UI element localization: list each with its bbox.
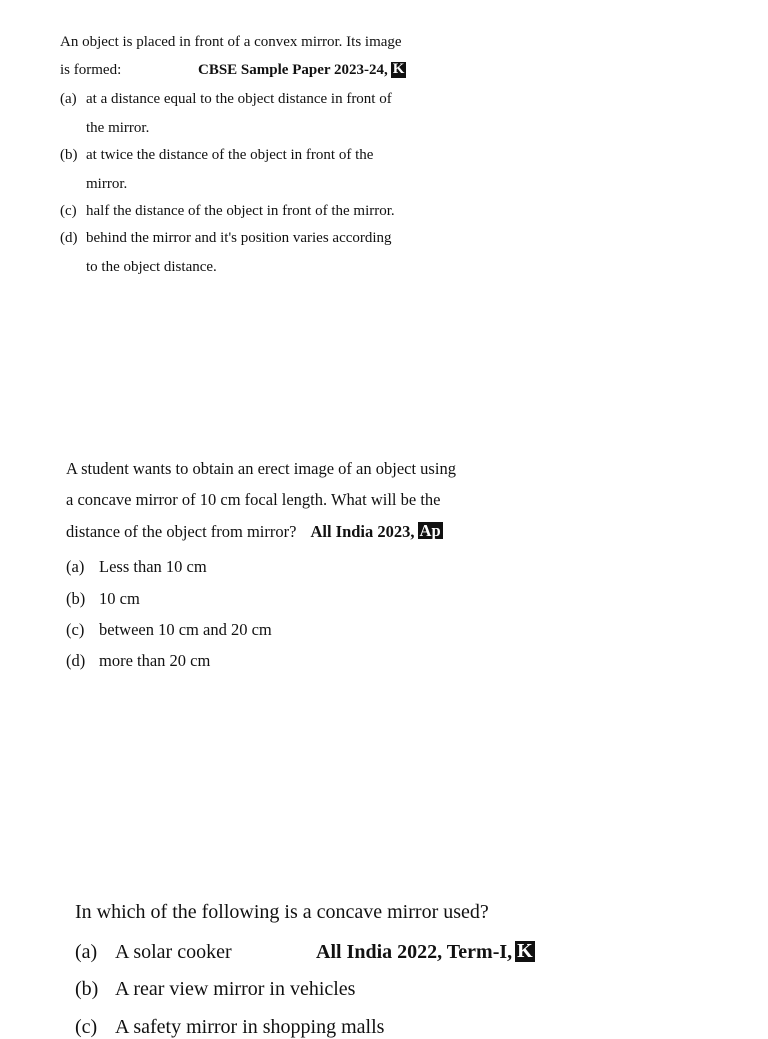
question-1-option-d (60, 230, 392, 275)
question-1-stem-text: is formed: (60, 62, 122, 78)
question-2-stem-line-2: a concave mirror of 10 cm focal length. What will be the (66, 490, 441, 509)
question-2-stem-line-3 (66, 522, 443, 542)
question-2-option-a (66, 557, 207, 577)
option-text-continued: mirror. (86, 176, 128, 192)
question-3-option-a (75, 941, 555, 964)
option-label: (c) (60, 203, 77, 219)
option-text-continued: the mirror. (86, 120, 150, 136)
option-text: between 10 cm and 20 cm (99, 620, 272, 639)
option-text: A rear view mirror in vehicles (115, 978, 356, 1000)
question-2-stem-text: distance of the object from mirror? (66, 522, 297, 541)
question-2-stem-line-1: A student wants to obtain an erect image of an object using (66, 459, 456, 478)
option-text: 10 cm (99, 589, 140, 608)
option-label: (a) (66, 557, 85, 576)
question-3-stem-line-1: In which of the following is a concave mirror used? (75, 901, 489, 923)
option-text: behind the mirror and it's position varies according (86, 230, 392, 246)
question-2-option-d (66, 651, 211, 671)
option-text: at a distance equal to the object distance in front of (86, 91, 392, 107)
option-label: (a) (60, 91, 77, 107)
option-label: (b) (60, 147, 78, 163)
option-text: half the distance of the object in front of the mirror. (86, 203, 395, 219)
question-2-level-badge: Ap (419, 521, 441, 540)
question-1-option-b (60, 147, 374, 192)
option-text: Less than 10 cm (99, 557, 207, 576)
option-text-continued: to the object distance. (86, 259, 217, 275)
question-1-stem-line-1: An object is placed in front of a convex mirror. Its image (60, 34, 402, 50)
option-label: (c) (66, 620, 85, 639)
question-3-option-c (75, 1016, 385, 1039)
option-text: more than 20 cm (99, 651, 211, 670)
option-label: (a) (75, 941, 98, 963)
question-3-source-text: All India 2022, Term-I, (316, 941, 513, 963)
option-text: A solar cooker (115, 941, 232, 963)
option-label: (d) (60, 230, 78, 246)
question-1-option-a (60, 91, 392, 136)
question-1-source (198, 62, 406, 79)
question-2-option-c (66, 620, 272, 640)
question-3-source (316, 941, 535, 964)
option-label: (b) (66, 589, 86, 608)
question-2-option-b (66, 589, 140, 609)
question-1-stem-line-2 (60, 62, 420, 79)
question-1-option-c (60, 203, 395, 220)
question-3-option-c-cropped (75, 1014, 415, 1038)
question-2-source-text: All India 2023, (310, 522, 415, 541)
question-1-level-badge: K (392, 61, 405, 77)
question-3-option-b (75, 978, 356, 1001)
option-text: A safety mirror in shopping malls (115, 1016, 385, 1038)
question-3-level-badge: K (517, 940, 533, 962)
option-label: (d) (66, 651, 86, 670)
option-text: at twice the distance of the object in front of the (86, 147, 374, 163)
option-label: (c) (75, 1016, 98, 1038)
question-1-source-text: CBSE Sample Paper 2023-24, (198, 62, 388, 78)
option-label: (b) (75, 978, 99, 1000)
